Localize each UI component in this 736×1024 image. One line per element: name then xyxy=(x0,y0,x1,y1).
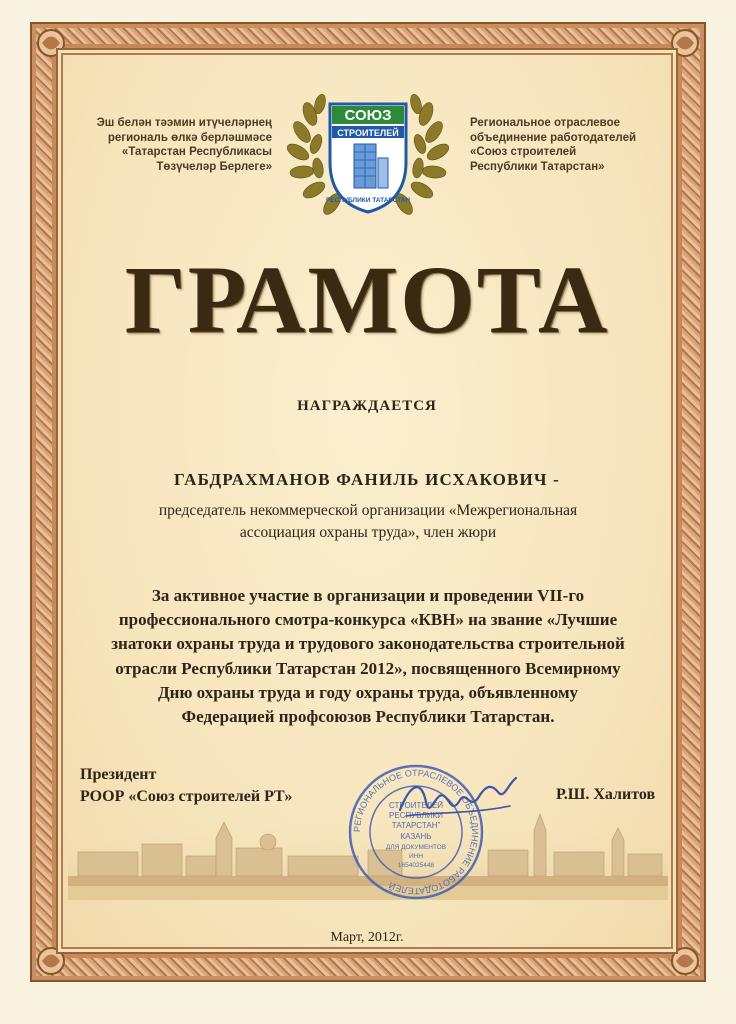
reason-line: Федерацией профсоюзов Республики Татарстан. xyxy=(181,707,555,727)
left-header-line: Эш белән тәэмин итүчеләрнең xyxy=(96,117,272,129)
reason-line: знатоки охраны труда и трудового законодательства строительной xyxy=(111,634,625,654)
right-header-line: объединение работодателей xyxy=(470,131,637,144)
right-header-line: Региональное отраслевое xyxy=(470,117,621,129)
stamp-ring-text: РЕГИОНАЛЬНОЕ ОТРАСЛЕВОЕ ОБЪЕДИНЕНИЕ РАБОТОДАТЕЛЕЙ xyxy=(351,767,481,897)
recipient-name: ГАБДРАХМАНОВ ФАНИЛЬ ИСХАКОВИЧ - xyxy=(174,470,560,489)
reason-line: профессионального смотра-конкурса «КВН» на звание «Лучшие xyxy=(118,610,618,630)
awarded-heading: НАГРАЖДАЕТСЯ xyxy=(297,398,437,414)
reason-line: За активное участие в организации и проведении VII-го xyxy=(151,586,585,605)
emblem-arc-text: РЕСПУБЛИКИ ТАТАРСТАН xyxy=(325,197,411,204)
signatory-role-line: РООР «Союз строителей РТ» xyxy=(80,788,293,805)
handwritten-signature xyxy=(392,770,522,830)
award-reason xyxy=(70,584,666,729)
emblem-middle-text: СТРОИТЕЛЕЙ xyxy=(337,128,399,138)
right-header-line: Республики Татарстан» xyxy=(470,160,605,173)
union-emblem-logo xyxy=(280,84,456,224)
stamp-line: ТАТАРСТАН” xyxy=(391,821,441,830)
recipient-position xyxy=(90,500,646,544)
left-header-line: Төзүчеләр Берлеге» xyxy=(156,160,272,173)
emblem-top-text: СОЮЗ xyxy=(344,107,392,124)
reason-line: отрасли Республики Татарстан 2012», посвященного Всемирному xyxy=(115,658,621,678)
stamp-line: ДЛЯ ДОКУМЕНТОВ xyxy=(385,844,447,851)
issue-date: Март, 2012г. xyxy=(330,930,404,945)
left-header-line: «Татарстан Республикасы xyxy=(121,146,272,158)
left-header-line: региональ өлкә берләшмәсе xyxy=(107,131,272,144)
position-line: председатель некоммерческой организации «Межрегиональная xyxy=(158,502,578,519)
signatory-role-line: Президент xyxy=(80,766,157,783)
stamp-line: КАЗАНЬ xyxy=(400,832,432,841)
signatory-name: Р.Ш. Халитов xyxy=(556,786,656,803)
left-header xyxy=(72,116,272,174)
stamp-line: 1654025448 xyxy=(397,862,435,869)
right-header-line: «Союз строителей xyxy=(470,146,577,158)
stamp-line: СТРОИТЕЛЕЙ xyxy=(388,801,444,810)
stamp-line: ИНН xyxy=(408,853,424,860)
position-line: ассоциация охраны труда», член жюри xyxy=(239,524,497,541)
signatory-role xyxy=(80,764,292,808)
reason-line: Дню охраны труда и году охраны труда, объявленному xyxy=(157,682,579,702)
certificate-title: ГРАМОТА xyxy=(124,246,610,353)
stamp-line: РЕСПУБЛИКИ xyxy=(389,811,443,820)
right-header xyxy=(470,116,670,174)
